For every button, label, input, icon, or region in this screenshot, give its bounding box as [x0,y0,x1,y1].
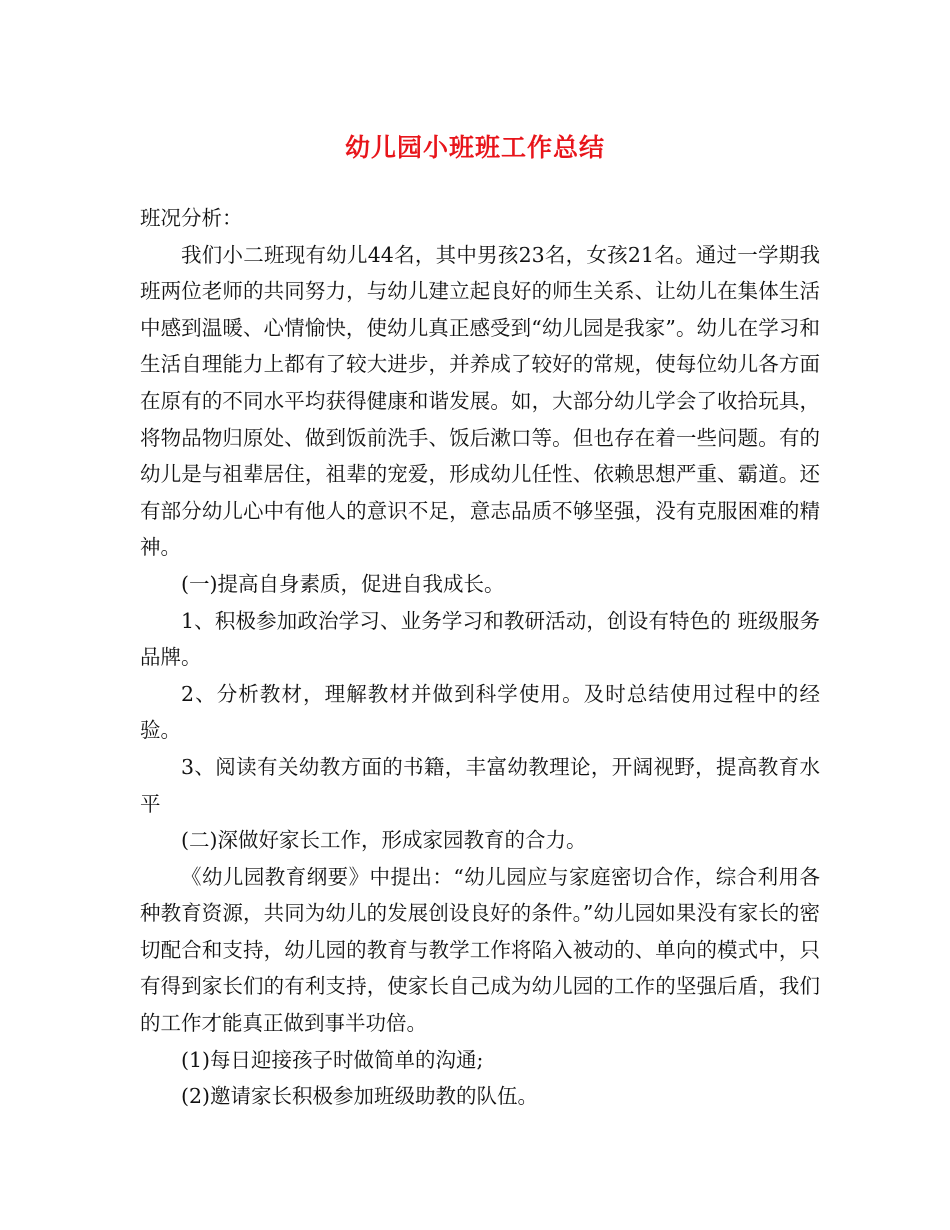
paragraph-subitem-2: (2)邀请家长积极参加班级助教的队伍。 [181,1084,539,1109]
paragraph-guideline-quote: 《幼儿园教育纲要》中提出：“幼儿园应与家庭密切合作，综合利用各种教育资源，共同为幼儿的发展创设良好的条件。”幼儿园如果没有家长的密切配合和支持，幼儿园的教育与教学工作将陷入被动的、单向的模式中，只有得到家长们的有利支持，使家长自己成为幼儿园的工作的坚强后盾，我们的工作才能真正做到事半功倍。 [140,864,820,1036]
paragraph-item-1: 1、积极参加政治学习、业务学习和教研活动，创设有特色的 班级服务品牌。 [140,608,820,670]
paragraph-class-analysis: 我们小二班现有幼儿44名，其中男孩23名，女孩21名。通过一学期我班两位老师的共同努力，与幼儿建立起良好的师生关系、让幼儿在集体生活中感到温暖、心情愉快，使幼儿真正感受到“幼儿园是我家”。幼儿在学习和生活自理能力上都有了较大进步，并养成了较好的常规，使每位幼儿各方面在原有的不同水平均获得健康和谐发展。如，大部分幼儿学会了收拾玩具，将物品物归原处、做到饭前洗手、饭后漱口等。但也存在着一些问题。有的幼儿是与祖辈居住，祖辈的宠爱，形成幼儿任性、依赖思想严重、霸道。还有部分幼儿心中有他人的意识不足，意志品质不够坚强，没有克服困难的精神。 [140,242,820,560]
paragraph-heading-one: (一)提高自身素质，促进自我成长。 [181,571,505,596]
page-title: 幼儿园小班班工作总结 [344,133,605,162]
paragraph-item-2: 2、分析教材，理解教材并做到科学使用。及时总结使用过程中的经验。 [140,681,820,743]
paragraph-heading-two: (二)深做好家长工作，形成家园教育的合力。 [181,828,587,853]
paragraph-subitem-1: (1)每日迎接孩子时做简单的沟通; [181,1047,484,1072]
paragraph-item-3: 3、阅读有关幼教方面的书籍，丰富幼教理论，开阔视野，提高教育水平 [140,754,820,816]
paragraph-section-heading: 班况分析： [140,206,243,230]
document-body [140,200,820,1115]
